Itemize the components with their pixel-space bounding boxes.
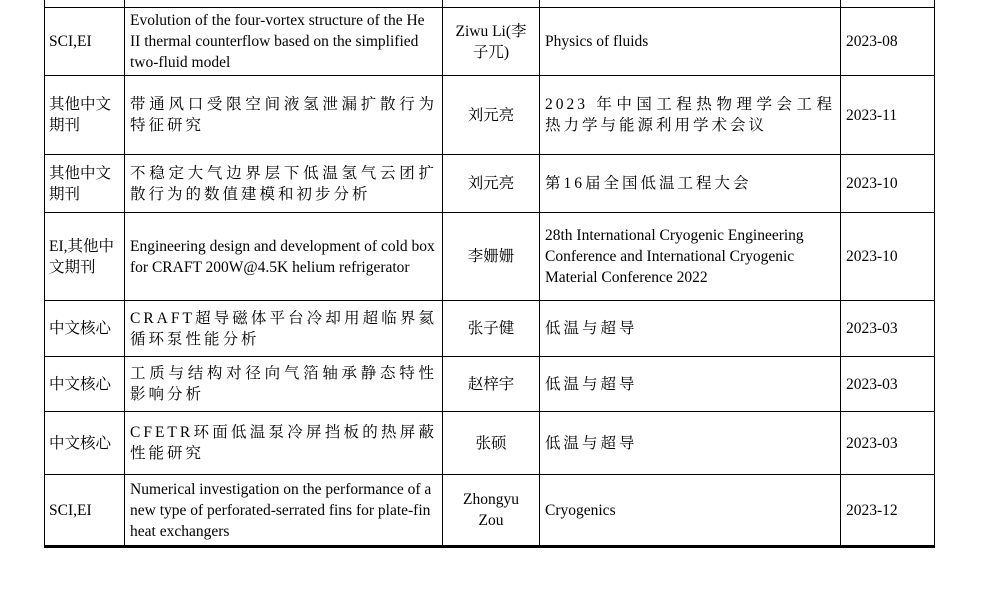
partial-row-top (45, 0, 935, 8)
pub-title-cell: Numerical investigation on the performance of a new type of perforated-serrated fins for plate-fin heat exchangers (125, 475, 443, 547)
pub-type-cell: 中文核心 (45, 412, 125, 475)
pub-type-cell: 其他中文期刊 (45, 155, 125, 213)
publication-row (45, 155, 935, 213)
document-page (44, 0, 935, 548)
publications-table (44, 0, 935, 548)
pub-date-cell: 2023-11 (841, 76, 935, 155)
partial-cell (841, 0, 935, 8)
publication-row (45, 76, 935, 155)
publication-row (45, 412, 935, 475)
pub-type-cell: 中文核心 (45, 357, 125, 412)
pub-venue-cell: Cryogenics (540, 475, 841, 547)
pub-date-cell: 2023-08 (841, 8, 935, 76)
pub-author-cell: 刘元亮 (443, 76, 540, 155)
pub-title-cell: CRAFT超导磁体平台冷却用超临界氦循环泵性能分析 (125, 301, 443, 357)
partial-cell (540, 0, 841, 8)
pub-date-cell: 2023-03 (841, 412, 935, 475)
pub-author-cell: 张硕 (443, 412, 540, 475)
pub-title-cell: CFETR环面低温泵冷屏挡板的热屏蔽性能研究 (125, 412, 443, 475)
pub-venue-cell: 2023 年中国工程热物理学会工程热力学与能源利用学术会议 (540, 76, 841, 155)
pub-title-cell: 不稳定大气边界层下低温氢气云团扩散行为的数值建模和初步分析 (125, 155, 443, 213)
publication-row (45, 475, 935, 547)
pub-venue-cell: 低温与超导 (540, 301, 841, 357)
pub-date-cell: 2023-12 (841, 475, 935, 547)
publication-row (45, 357, 935, 412)
pub-type-cell: SCI,EI (45, 8, 125, 76)
pub-type-cell: 中文核心 (45, 301, 125, 357)
pub-type-cell: EI,其他中文期刊 (45, 213, 125, 301)
pub-type-cell: 其他中文期刊 (45, 76, 125, 155)
partial-cell (125, 0, 443, 8)
pub-title-cell: 工质与结构对径向气箔轴承静态特性影响分析 (125, 357, 443, 412)
publication-row (45, 8, 935, 76)
partial-cell (443, 0, 540, 8)
pub-date-cell: 2023-10 (841, 155, 935, 213)
pub-venue-cell: 低温与超导 (540, 412, 841, 475)
publication-row (45, 301, 935, 357)
pub-date-cell: 2023-03 (841, 357, 935, 412)
pub-author-cell: 刘元亮 (443, 155, 540, 213)
pub-date-cell: 2023-10 (841, 213, 935, 301)
pub-author-cell: Zhongyu Zou (443, 475, 540, 547)
pub-venue-cell: 第16届全国低温工程大会 (540, 155, 841, 213)
pub-venue-cell: 低温与超导 (540, 357, 841, 412)
pub-author-cell: 李姗姗 (443, 213, 540, 301)
partial-cell (45, 0, 125, 8)
pub-venue-cell: Physics of fluids (540, 8, 841, 76)
pub-author-cell: 张子健 (443, 301, 540, 357)
pub-author-cell: 赵梓宇 (443, 357, 540, 412)
publication-row (45, 213, 935, 301)
pub-author-cell: Ziwu Li(李子兀) (443, 8, 540, 76)
pub-venue-cell: 28th International Cryogenic Engineering Conference and International Cryogenic Material Conference 2022 (540, 213, 841, 301)
pub-title-cell: 带通风口受限空间液氢泄漏扩散行为特征研究 (125, 76, 443, 155)
pub-title-cell: Evolution of the four-vortex structure of the He II thermal counterflow based on the simplified two-fluid model (125, 8, 443, 76)
pub-type-cell: SCI,EI (45, 475, 125, 547)
pub-title-cell: Engineering design and development of cold box for CRAFT 200W@4.5K helium refrigerator (125, 213, 443, 301)
pub-date-cell: 2023-03 (841, 301, 935, 357)
